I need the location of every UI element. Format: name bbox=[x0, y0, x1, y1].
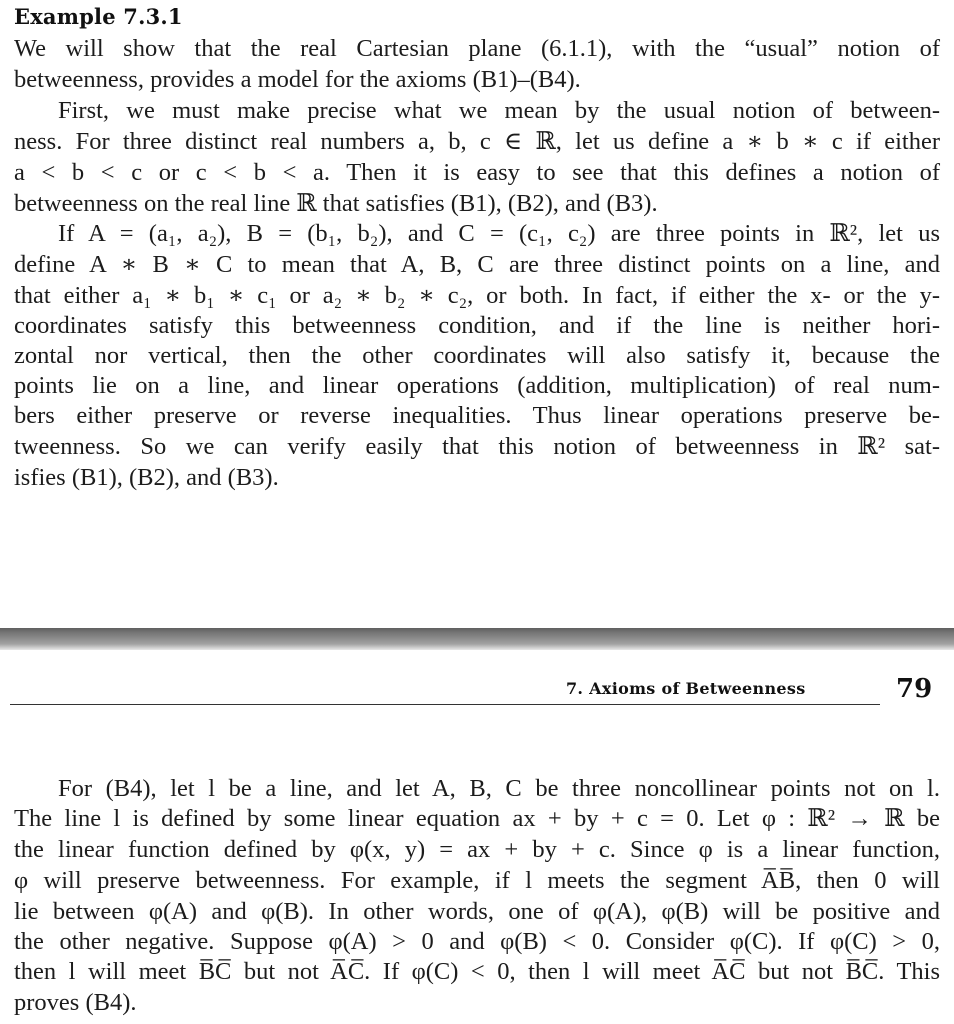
text-line: ness. For three distinct real numbers a, b, c ∈ ℝ, let us define a ∗ b ∗ c if either bbox=[14, 128, 940, 155]
text-line: φ will preserve betweenness. For example, if l meets the segment A̅B̅, then 0 will bbox=[14, 867, 940, 894]
page-separator bbox=[0, 628, 954, 650]
text-line: zontal nor vertical, then the other coordinates will also satisfy it, because the bbox=[14, 342, 940, 369]
text-line: define A ∗ B ∗ C to mean that A, B, C are three distinct points on a line, and bbox=[14, 251, 940, 278]
text-line: the linear function defined by φ(x, y) = ax + by + c. Since φ is a linear function, bbox=[14, 836, 940, 863]
text-line: The line l is defined by some linear equation ax + by + c = 0. Let φ : ℝ² → ℝ be bbox=[14, 805, 940, 832]
text-line: First, we must make precise what we mean by the usual notion of between- bbox=[58, 97, 940, 124]
text-line: a < b < c or c < b < a. Then it is easy to see that this defines a notion of bbox=[14, 159, 940, 186]
page-number: 79 bbox=[896, 674, 933, 704]
text-line: betweenness, provides a model for the axioms (B1)–(B4). bbox=[14, 66, 581, 93]
text-line: isfies (B1), (B2), and (B3). bbox=[14, 464, 279, 491]
chapter-title: 7. Axioms of Betweenness bbox=[566, 679, 806, 698]
text-line: We will show that the real Cartesian plane (6.1.1), with the “usual” notion of bbox=[14, 35, 940, 62]
text-line: the other negative. Suppose φ(A) > 0 and φ(B) < 0. Consider φ(C). If φ(C) > 0, bbox=[14, 928, 940, 955]
text-line: tweenness. So we can verify easily that this notion of betweenness in ℝ² sat- bbox=[14, 433, 940, 460]
example-heading: Example 7.3.1 bbox=[14, 4, 183, 29]
header-rule bbox=[10, 704, 880, 705]
running-head bbox=[0, 676, 954, 710]
text-line: For (B4), let l be a line, and let A, B, C be three noncollinear points not on l. bbox=[58, 775, 940, 802]
text-line: betweenness on the real line ℝ that satisfies (B1), (B2), and (B3). bbox=[14, 190, 658, 217]
text-line: If A = (a₁, a₂), B = (b₁, b₂), and C = (c₁, c₂) are three points in ℝ², let us bbox=[58, 220, 940, 247]
text-line: bers either preserve or reverse inequalities. Thus linear operations preserve be- bbox=[14, 402, 940, 429]
text-line: that either a₁ ∗ b₁ ∗ c₁ or a₂ ∗ b₂ ∗ c₂, or both. In fact, if either the x- or the y- bbox=[14, 282, 940, 309]
text-line: proves (B4). bbox=[14, 989, 137, 1016]
text-line: then l will meet B̅C̅ but not A̅C̅. If φ(C) < 0, then l will meet A̅C̅ but not B̅C̅. This bbox=[14, 958, 940, 985]
text-line: lie between φ(A) and φ(B). In other words, one of φ(A), φ(B) will be positive and bbox=[14, 898, 940, 925]
text-line: points lie on a line, and linear operations (addition, multiplication) of real num- bbox=[14, 372, 940, 399]
text-line: coordinates satisfy this betweenness condition, and if the line is neither hori- bbox=[14, 312, 940, 339]
